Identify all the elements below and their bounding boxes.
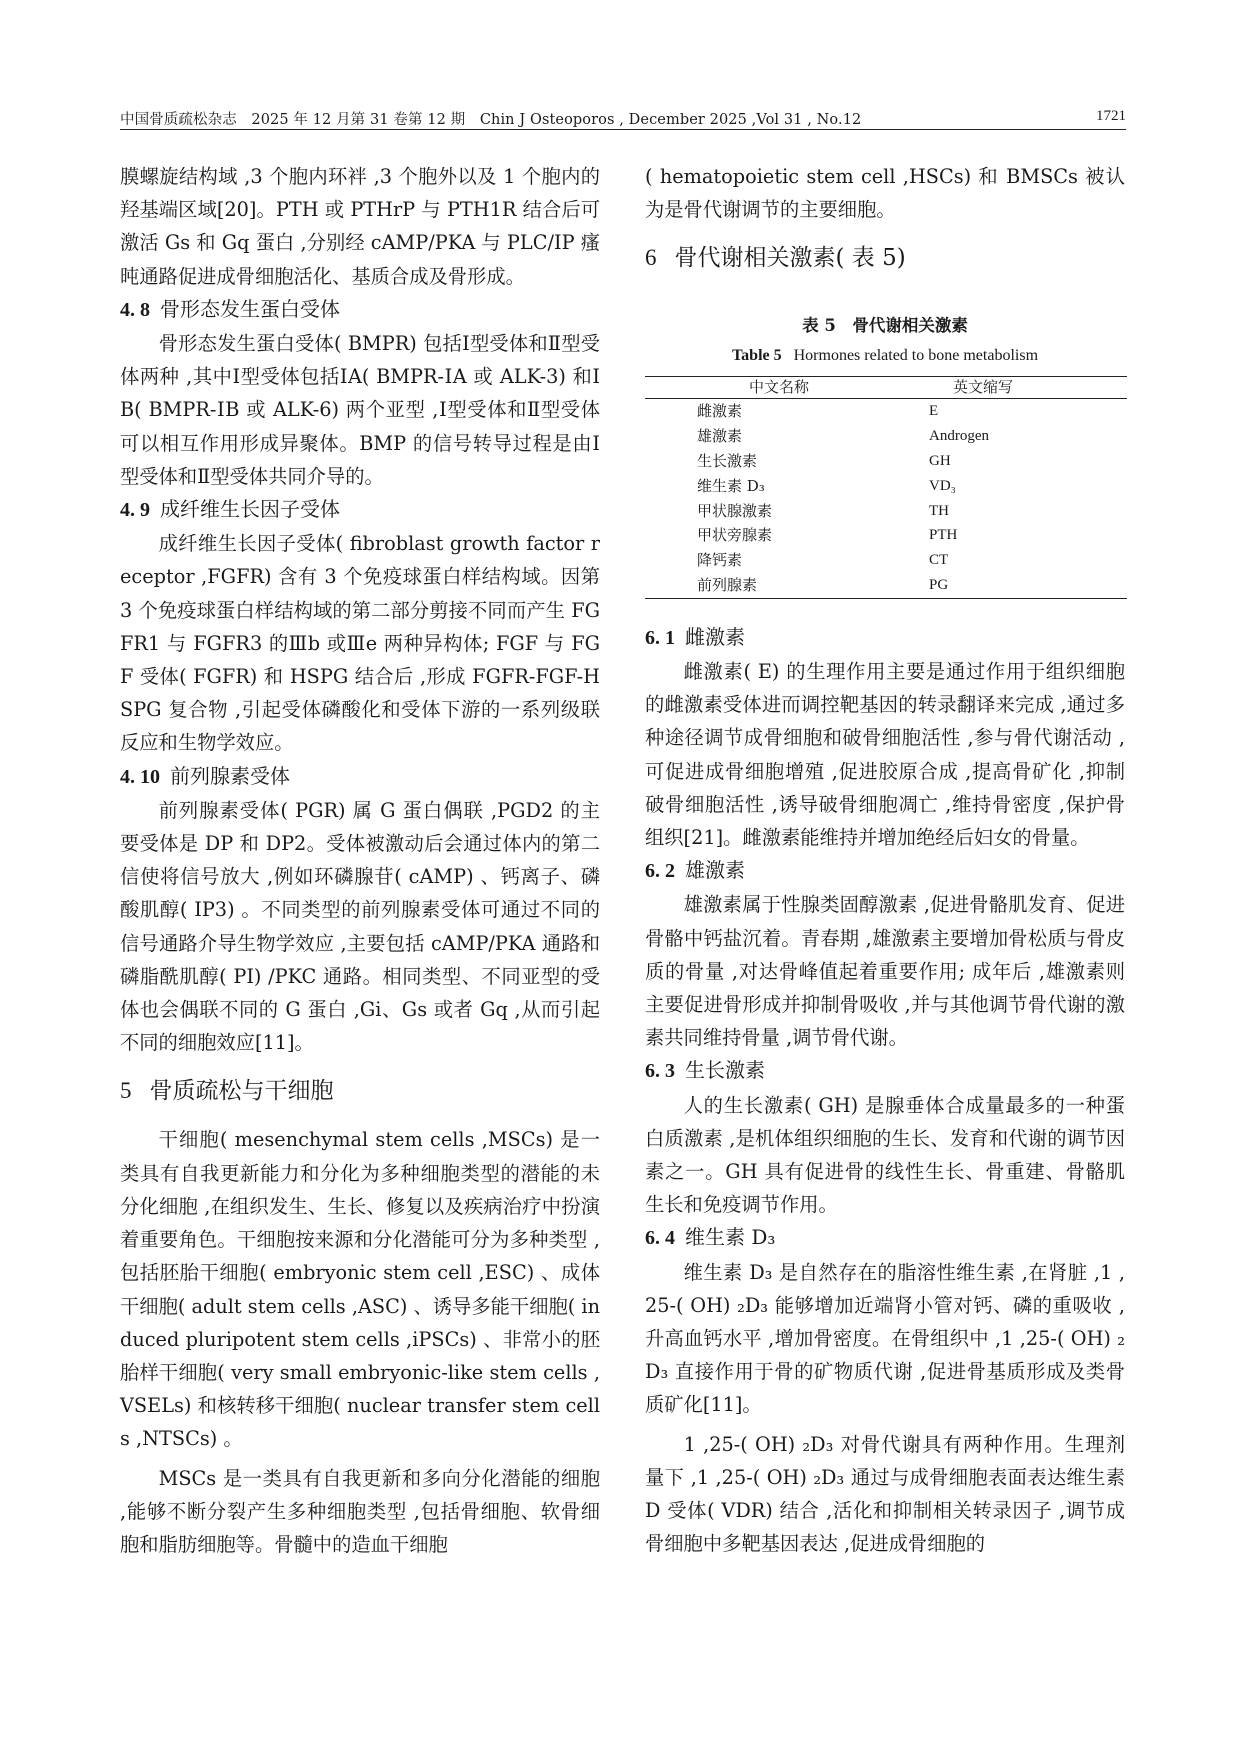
paragraph-bmpr: 骨形态发生蛋白受体( BMPR) 包括Ⅰ型受体和Ⅱ型受体两种 ,其中Ⅰ型受体包括ⅠA( BMPR-ⅠA 或 ALK-3) 和ⅠB( BMPR-ⅠB 或 ALK-6) 两个亚型 ,Ⅰ型受体和Ⅱ型受体可以相互作用形成异聚体。BMP 的信号转导过程是由Ⅰ型受体和Ⅱ型受体共同介导的。 xyxy=(120,332,600,488)
section-title: 生长激素 xyxy=(685,1058,765,1083)
cell-name: 前列腺素 xyxy=(645,573,913,598)
section-number: 4. 10 xyxy=(120,765,160,788)
left-column xyxy=(120,160,600,1561)
section-heading-6 xyxy=(645,240,1125,276)
table-row xyxy=(645,548,1127,573)
cell-name: 甲状旁腺素 xyxy=(697,526,773,545)
cell-name: 维生素 D₃ xyxy=(697,476,765,495)
section-number: 4. 9 xyxy=(120,499,150,522)
table-row xyxy=(645,399,1127,424)
cell-name: 降钙素 xyxy=(697,551,743,570)
table-row xyxy=(645,499,1127,524)
cell-abbr: Androgen xyxy=(929,428,989,445)
cell-name: 甲状腺激素 xyxy=(697,501,773,520)
table-row xyxy=(645,573,1127,598)
column-header-abbreviation: 英文缩写 xyxy=(913,377,1127,399)
section-title: 骨形态发生蛋白受体 xyxy=(160,296,340,321)
section-heading-4-9 xyxy=(120,493,600,527)
running-header xyxy=(120,108,1126,130)
paragraph-mscs: MSCs 是一类具有自我更新和多向分化潜能的细胞 ,能够不断分裂产生多种细胞类型 ,包括骨细胞、软骨细胞和脂肪细胞等。骨髓中的造血干细胞 xyxy=(120,1466,600,1556)
paragraph-vitamin-d3-effects: 1 ,25-( OH) ₂D₃ 对骨代谢具有两种作用。生理剂量下 ,1 ,25-( OH) ₂D₃ 通过与成骨细胞表面表达维生素 D 受体( VDR) 结合 ,活化和抑制相关转录因子 ,调节成骨细胞中多靶基因表达 ,促进成骨细胞的 xyxy=(645,1432,1125,1556)
table-caption-zh: 表 5 骨代谢相关激素 xyxy=(802,316,968,336)
section-title: 雄激素 xyxy=(685,858,745,883)
paragraph-growth-hormone: 人的生长激素( GH) 是腺垂体合成量最多的一种蛋白质激素 ,是机体组织细胞的生长、发育和代谢的调节因素之一。GH 具有促进骨的线性生长、骨重建、骨骼肌生长和免疫调节作用。 xyxy=(645,1093,1125,1217)
cell-abbr: E xyxy=(929,403,939,420)
cell-abbr: VD₃ xyxy=(929,477,956,494)
cell-name: 生长激素 xyxy=(697,452,758,470)
section-title: 雌激素 xyxy=(685,624,745,649)
cell-abbr: CT xyxy=(929,552,949,569)
right-column xyxy=(645,160,1125,1560)
section-heading-4-8 xyxy=(120,293,600,327)
section-number: 6. 2 xyxy=(645,860,675,883)
section-title: 前列腺素受体 xyxy=(170,763,290,788)
cell-name: 雌激素 xyxy=(697,402,743,421)
paragraph-intro: 膜螺旋结构域 ,3 个胞内环袢 ,3 个胞外以及 1 个胞内的羟基端区域[20]。PTH 或 PTHrP 与 PTH1R 结合后可激活 Gs 和 Gq 蛋白 ,分别经 cAMP/PKA 与 PLC/IP 瘙旽通路促进成骨细胞活化、基质合成及骨形成。 xyxy=(120,165,600,288)
spacer xyxy=(645,599,1125,621)
section-heading-5 xyxy=(120,1073,600,1109)
section-heading-6-4 xyxy=(645,1221,1125,1255)
table-caption-en xyxy=(645,344,1125,368)
table-title-en: Hormones related to bone metabolism xyxy=(793,347,1039,365)
paragraph-stem-cells: 干细胞( mesenchymal stem cells ,MSCs) 是一类具有自我更新能力和分化为多种细胞类型的潜能的未分化细胞 ,在组织发生、生长、修复以及疾病治疗中扮演着重要角色。干细胞按来源和分化潜能可分为多种类型 ,包括胚胎干细胞( embryonic stem cell ,ESC) 、成体干细胞( adult stem cells ,ASC) 、诱导多能干细胞( induced pluripotent stem cells ,iPSCs) 、非常小的胚胎样干细胞( very small embryonic-like stem cells ,VSELs) 和核转移干细胞( nuclear transfer stem cells ,NTSCs) 。 xyxy=(120,1128,600,1451)
table-row xyxy=(645,449,1127,474)
cell-name: 雄激素 xyxy=(697,427,743,446)
table-row xyxy=(645,523,1127,548)
section-number: 6. 4 xyxy=(645,1227,675,1250)
paragraph-continued: ( hematopoietic stem cell ,HSCs) 和 BMSCs 被认为是骨代谢调节的主要细胞。 xyxy=(645,165,1125,222)
section-title: 维生素 D₃ xyxy=(685,1225,776,1250)
paragraph-fgfr: 成纤维生长因子受体( fibroblast growth factor receptor ,FGFR) 含有 3 个免疫球蛋白样结构域。因第 3 个免疫球蛋白样结构域的第二部分剪接不同而产生 FGFR1 与 FGFR3 的Ⅲb 或Ⅲe 两种异构体; FGF 与 FGF 受体( FGFR) 和 HSPG 结合后 ,形成 FGFR-FGF-HSPG 复合物 ,引起受体磷酸化和受体下游的一系列级联反应和生物学效应。 xyxy=(120,532,600,755)
journal-citation: 中国骨质疏松杂志 2025 年 12 月第 31 卷第 12 期 Chin J Osteoporos , December 2025 ,Vol 31 , No.12 xyxy=(120,112,862,128)
section-number: 6 xyxy=(645,245,657,271)
cell-abbr: PTH xyxy=(929,527,958,544)
paragraph-vitamin-d3: 维生素 D₃ 是自然存在的脂溶性维生素 ,在肾脏 ,1 ,25-( OH) ₂D₃ 能够增加近端肾小管对钙、磷的重吸收 ,升高血钙水平 ,增加骨密度。在骨组织中 ,1 ,25-( OH) ₂D₃ 直接作用于骨的矿物质代谢 ,促进骨基质形成及类骨质矿化[11]。 xyxy=(645,1260,1125,1417)
section-number: 6. 1 xyxy=(645,626,675,649)
table-header-row xyxy=(645,377,1127,399)
cell-abbr: PG xyxy=(913,573,1127,598)
section-heading-6-1 xyxy=(645,621,1125,655)
column-header-chinese-name: 中文名称 xyxy=(645,377,913,399)
section-title: 骨质疏松与干细胞 xyxy=(149,1078,334,1105)
section-heading-4-10 xyxy=(120,760,600,794)
table-row xyxy=(645,424,1127,449)
section-number: 5 xyxy=(120,1078,132,1104)
page-number: 1721 xyxy=(1096,108,1126,124)
table-row xyxy=(645,474,1127,499)
paragraph-pgr: 前列腺素受体( PGR) 属 G 蛋白偶联 ,PGD2 的主要受体是 DP 和 DP2。受体被激动后会通过体内的第二信使将信号放大 ,例如环磷腺苷( cAMP) 、钙离子、磷酸肌醇( IP3) 。不同类型的前列腺素受体可通过不同的信号通路介导生物学效应 ,主要包括 cAMP/PKA 通路和磷脂酰肌醇( PI) /PKC 通路。相同类型、不同亚型的受体也会偶联不同的 G 蛋白 ,Gi、Gs 或者 Gq ,从而引起不同的细胞效应[11]。 xyxy=(120,798,600,1055)
section-heading-6-3 xyxy=(645,1054,1125,1088)
paragraph-androgen: 雄激素属于性腺类固醇激素 ,促进骨骼肌发育、促进骨骼中钙盐沉着。青春期 ,雄激素主要增加骨松质与骨皮质的骨量 ,对达骨峰值起着重要作用; 成年后 ,雄激素则主要促进骨形成并抑制骨吸收 ,并与其他调节骨代谢的激素共同维持骨量 ,调节骨代谢。 xyxy=(645,893,1125,1050)
section-title: 骨代谢相关激素( 表 5) xyxy=(674,245,906,272)
section-number: 6. 3 xyxy=(645,1060,675,1083)
section-number: 4. 8 xyxy=(120,298,150,321)
cell-abbr: TH xyxy=(929,502,949,519)
cell-abbr: GH xyxy=(929,453,951,469)
paragraph-estrogen: 雌激素( E) 的生理作用主要是通过作用于组织细胞的雌激素受体进而调控靶基因的转录翻译来完成 ,通过多种途径调节成骨细胞和破骨细胞活性 ,参与骨代谢活动 ,可促进成骨细胞增殖 ,促进胶原合成 ,提高骨矿化 ,抑制破骨细胞活性 ,诱导破骨细胞凋亡 ,维持骨密度 ,保护骨组织[21]。雌激素能维持并增加绝经后妇女的骨量。 xyxy=(645,659,1125,849)
hormone-table xyxy=(645,376,1127,598)
section-heading-6-2 xyxy=(645,854,1125,888)
table-label: Table 5 xyxy=(731,347,782,365)
section-title: 成纤维生长因子受体 xyxy=(160,497,340,522)
